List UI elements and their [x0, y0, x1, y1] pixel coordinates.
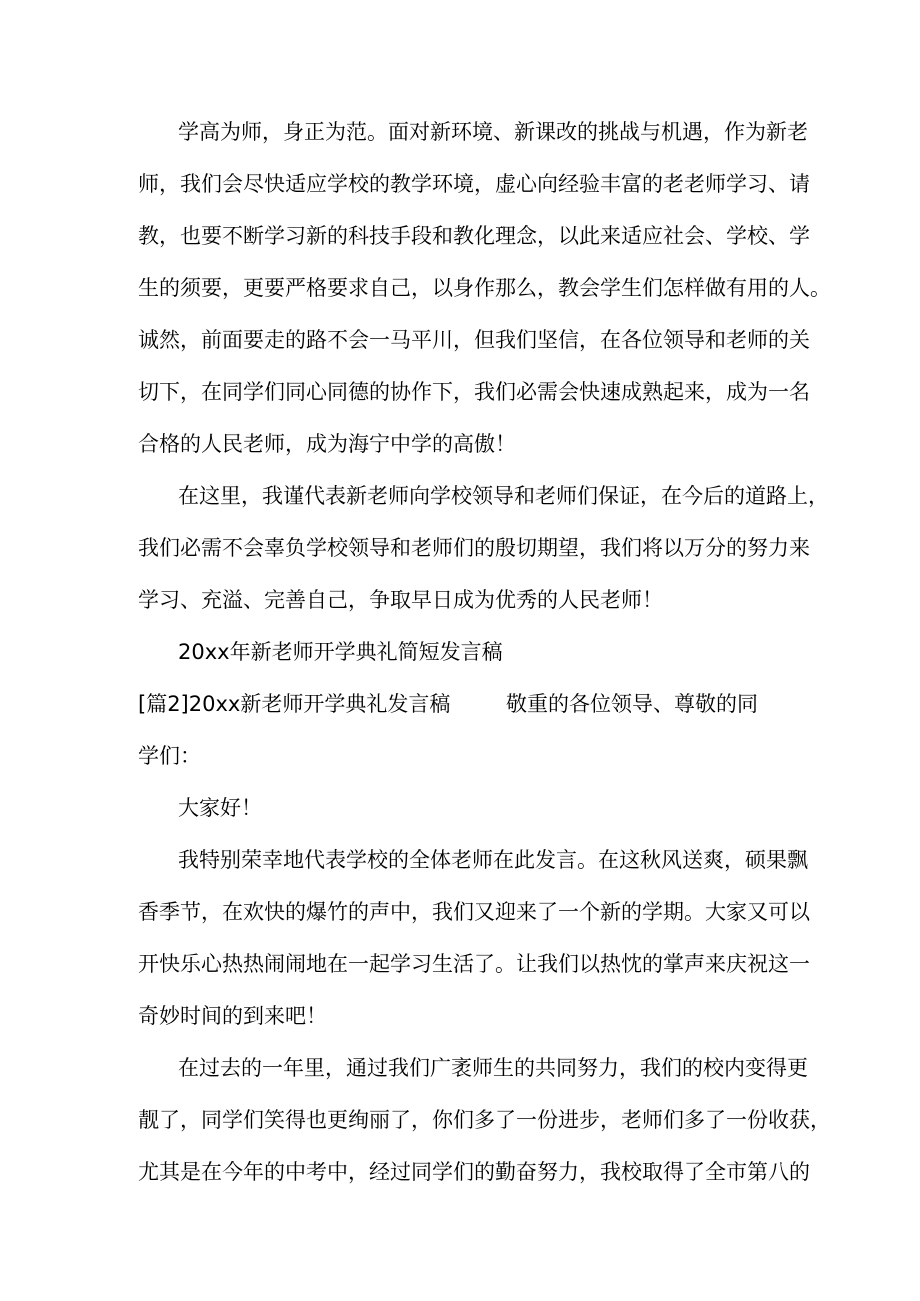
greeting-start: 敬重的各位领导、尊敬的同 — [506, 692, 758, 716]
paragraph-line: 教，也要不断学习新的科技手段和教化理念，以此来适应社会、学校、学 — [138, 224, 810, 248]
paragraph-line: 在过去的一年里，通过我们广袤师生的共同努力，我们的校内变得更 — [178, 1056, 808, 1080]
section-label: [篇2]20xx新老师开学典礼发言稿 — [138, 692, 451, 716]
paragraph-line: 学习、充溢、完善自己，争取早日成为优秀的人民老师！ — [138, 588, 663, 612]
paragraph-line: 我们必需不会辜负学校领导和老师们的殷切期望，我们将以万分的努力来 — [138, 536, 810, 560]
paragraph-line: 奇妙时间的到来吧！ — [138, 1004, 327, 1028]
paragraph-line: 切下，在同学们同心同德的协作下，我们必需会快速成熟起来，成为一名 — [138, 380, 810, 404]
paragraph-line: 生的须要，更要严格要求自己，以身作那么，教会学生们怎样做有用的人。 — [138, 276, 831, 300]
paragraph-line: 诚然，前面要走的路不会一马平川，但我们坚信，在各位领导和老师的关 — [138, 328, 810, 352]
paragraph-line: 靓了，同学们笑得也更绚丽了，你们多了一份进步，老师们多了一份收获， — [138, 1108, 831, 1132]
paragraph-line: 开快乐心热热闹闹地在一起学习生活了。让我们以热忱的掌声来庆祝这一 — [138, 952, 810, 976]
document-title: 20xx年新老师开学典礼简短发言稿 — [178, 640, 503, 664]
paragraph-line: 香季节，在欢快的爆竹的声中，我们又迎来了一个新的学期。大家又可以 — [138, 900, 810, 924]
paragraph-line: 我特别荣幸地代表学校的全体老师在此发言。在这秋风送爽，硕果飘 — [178, 848, 808, 872]
paragraph-line: 学高为师，身正为范。面对新环境、新课改的挑战与机遇，作为新老 — [178, 120, 808, 144]
paragraph-line: 合格的人民老师，成为海宁中学的高傲！ — [138, 432, 516, 456]
paragraph-line: 师，我们会尽快适应学校的教学环境，虚心向经验丰富的老老师学习、请 — [138, 172, 810, 196]
hello-line: 大家好！ — [178, 796, 262, 820]
paragraph-line: 在这里，我谨代表新老师向学校领导和老师们保证，在今后的道路上， — [178, 484, 829, 508]
paragraph-line: 尤其是在今年的中考中，经过同学们的勤奋努力，我校取得了全市第八的 — [138, 1160, 810, 1184]
greeting-end: 学们： — [138, 744, 201, 768]
